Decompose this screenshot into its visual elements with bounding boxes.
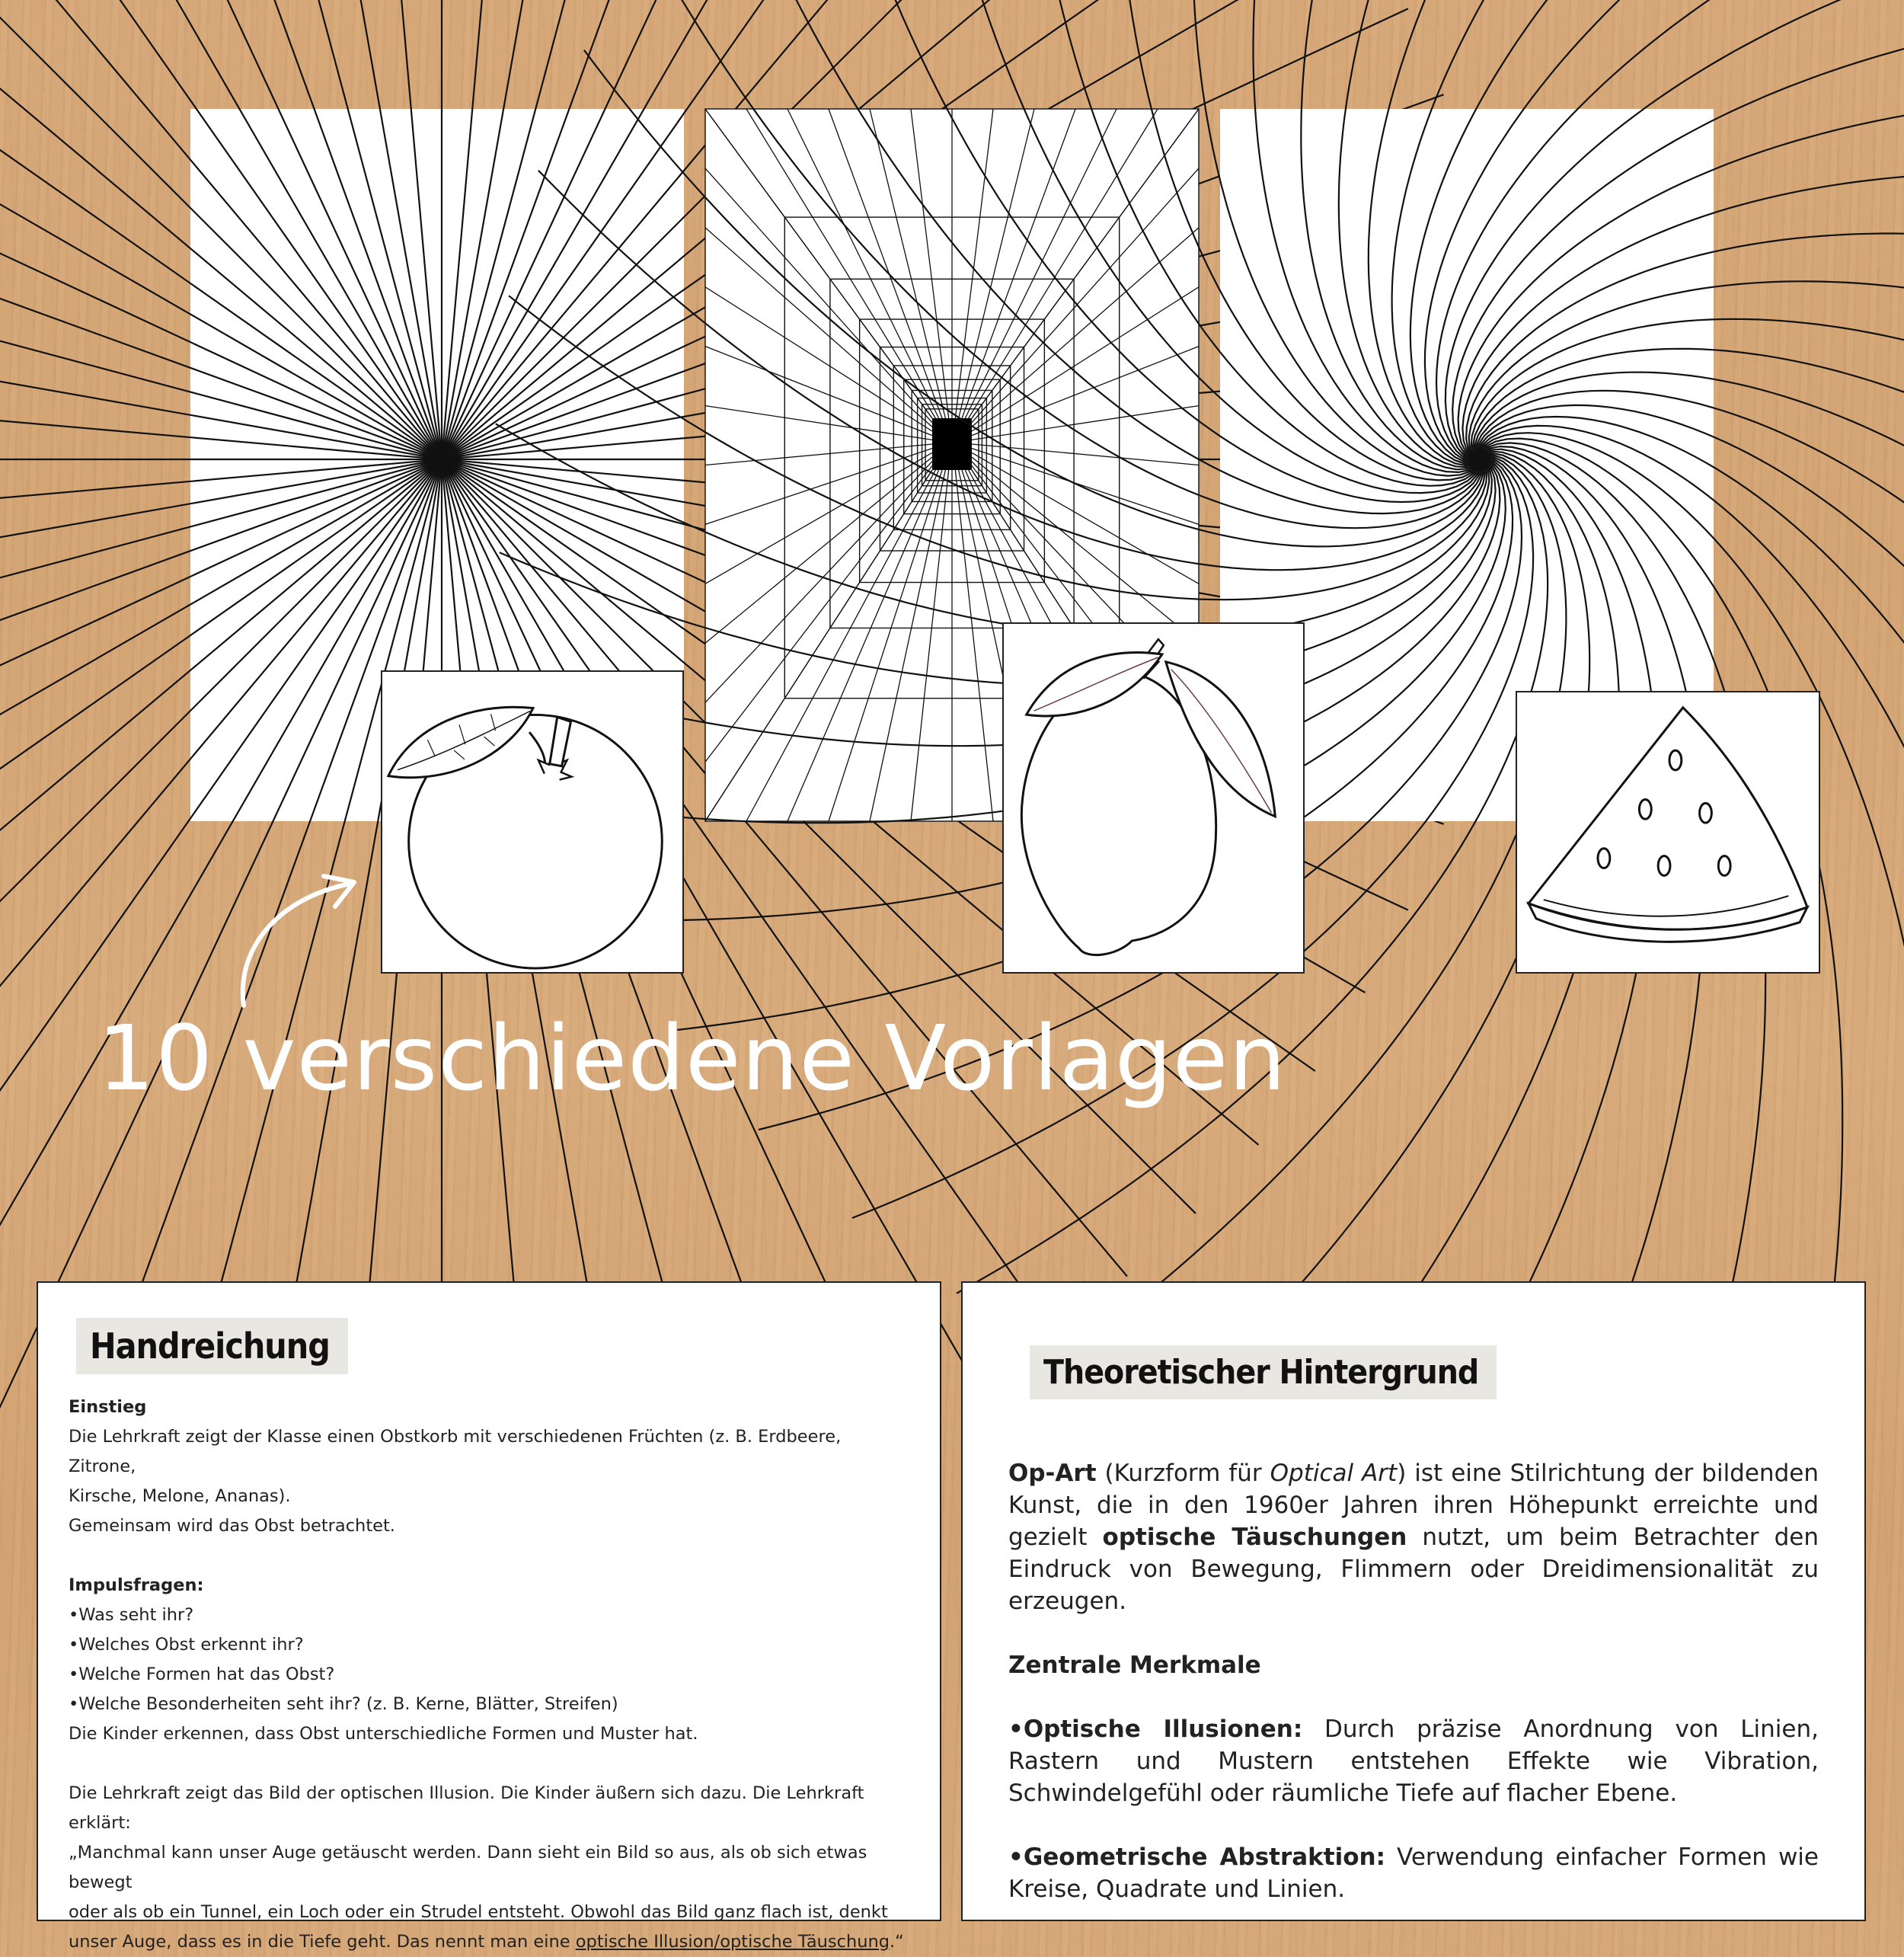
merkmal-item: •Optische Illusionen: Durch präzise Anordnung von Linien, Rastern und Mustern entstehen Effekte wie Vibration, Schwindelgefühl oder räumliche Tiefe auf flacher Ebene.	[1008, 1716, 1819, 1807]
illusion-line: unser Auge, dass es in die Tiefe geht. Das nennt man eine optische Illusion/optische Täuschung.“	[69, 1932, 904, 1952]
headline: 10 verschiedene Vorlagen	[97, 1006, 1287, 1111]
hintergrund-title: Theoretischer Hintergrund	[1030, 1345, 1497, 1399]
handreichung-body	[69, 1393, 909, 1957]
underlined-term: optische Illusion/optische Täuschung	[575, 1932, 890, 1952]
watermelon-icon	[1517, 692, 1819, 972]
curved-arrow-icon	[228, 868, 381, 1021]
question-item: •Welches Obst erkennt ihr?	[69, 1635, 304, 1655]
question-item: •Was seht ihr?	[69, 1605, 194, 1625]
hintergrund-page	[961, 1281, 1866, 1921]
orange-icon	[382, 672, 682, 972]
merkmale-label: Zentrale Merkmale	[1008, 1652, 1261, 1679]
illusion-line: oder als ob ein Tunnel, ein Loch oder ein Strudel entsteht. Obwohl das Bild ganz flach ist, denkt	[69, 1902, 888, 1922]
merkmal-item: •Geometrische Abstraktion: Verwendung einfacher Formen wie Kreise, Quadrate und Linien.	[1008, 1843, 1819, 1903]
erkennen-line: Die Kinder erkennen, dass Obst unterschiedliche Formen und Muster hat.	[69, 1724, 698, 1744]
lemon-card	[1002, 622, 1305, 974]
lemon-icon	[1004, 624, 1303, 972]
orange-card	[381, 670, 684, 974]
illusion-line: „Manchmal kann unser Auge getäuscht werden. Dann sieht ein Bild so aus, als ob sich etwas bewegt	[69, 1843, 867, 1892]
watermelon-card	[1516, 691, 1820, 974]
question-item: •Welche Besonderheiten seht ihr? (z. B. Kerne, Blätter, Streifen)	[69, 1694, 618, 1714]
einstieg-line: Kirsche, Melone, Ananas).	[69, 1486, 291, 1506]
opart-paragraph: Op-Art (Kurzform für Optical Art) ist eine Stilrichtung der bildenden Kunst, die in den 1960er Jahren ihren Höhepunkt erreichte und gezielt optische Täuschungen nutzt, um beim Betrachter den Eindruck von Bewegung, Flimmern oder Dreidimensionalität zu erzeugen.	[1008, 1460, 1819, 1615]
einstieg-label: Einstieg	[69, 1397, 147, 1417]
handreichung-page	[37, 1281, 941, 1952]
impuls-label: Impulsfragen:	[69, 1575, 204, 1595]
hintergrund-body	[1008, 1457, 1819, 1905]
question-item: •Welche Formen hat das Obst?	[69, 1664, 335, 1684]
illusion-line: Die Lehrkraft zeigt das Bild der optischen Illusion. Die Kinder äußern sich dazu. Die Lehrkraft erklärt:	[69, 1783, 864, 1833]
einstieg-line: Die Lehrkraft zeigt der Klasse einen Obstkorb mit verschiedenen Früchten (z. B. Erdbeere, Zitrone,	[69, 1427, 842, 1476]
handreichung-title: Handreichung	[76, 1318, 348, 1374]
einstieg-line: Gemeinsam wird das Obst betrachtet.	[69, 1516, 395, 1536]
